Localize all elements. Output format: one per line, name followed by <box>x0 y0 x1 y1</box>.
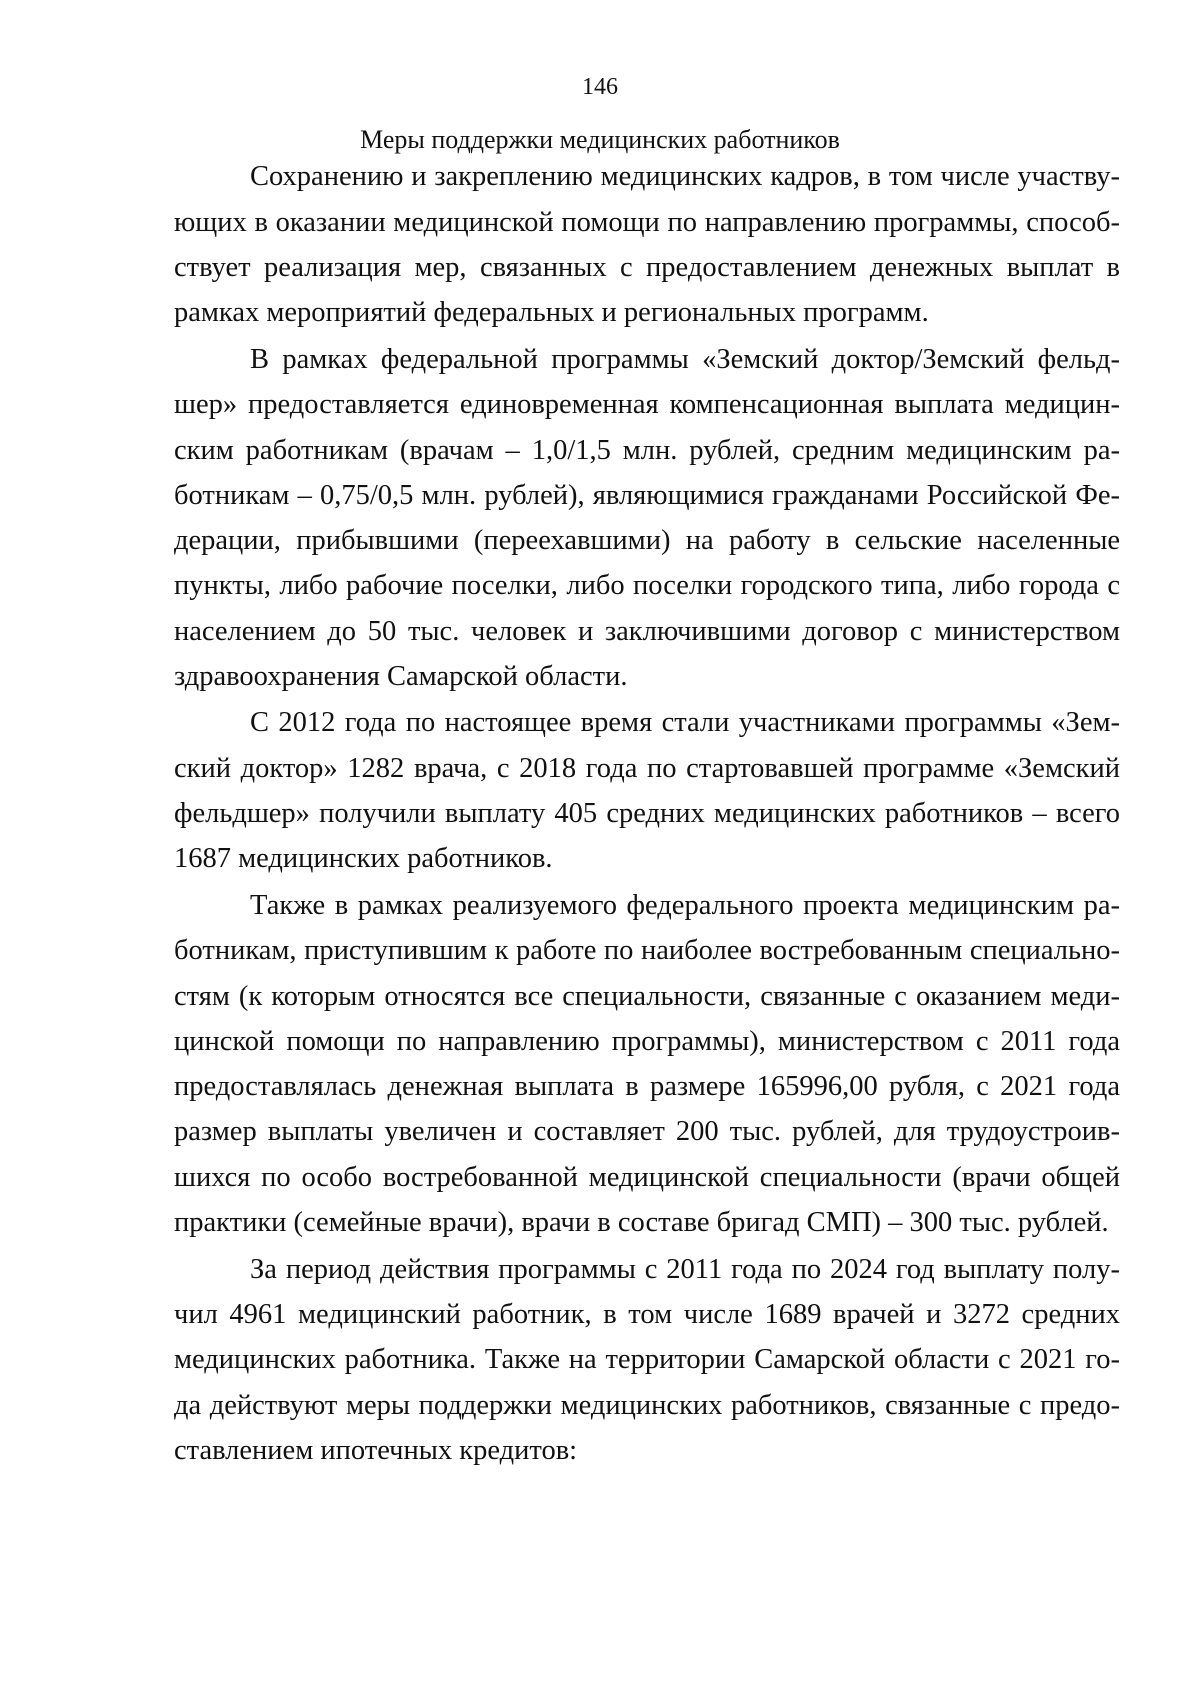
paragraph-line: шер» предоставляется единовременная компенсационная выплата медицин- <box>174 389 1120 420</box>
paragraph-line: ский доктор» 1282 врача, с 2018 года по стартовавшей программе «Земский <box>174 753 1120 784</box>
paragraph-line: За период действия программы с 2011 года по 2024 год выплату полу- <box>250 1254 1120 1285</box>
paragraph-line: да действуют меры поддержки медицинских работников, связанные с предо- <box>174 1390 1120 1421</box>
paragraph-line: практики (семейные врачи), врачи в составе бригад СМП) – 300 тыс. рублей. <box>174 1207 1109 1238</box>
paragraph-line: Сохранению и закреплению медицинских кадров, в том числе участву- <box>250 161 1120 192</box>
paragraph-line: В рамках федеральной программы «Земский доктор/Земский фельд- <box>250 344 1120 375</box>
paragraph-line: ботникам, приступившим к работе по наиболее востребованным специально- <box>174 935 1120 966</box>
paragraph-line: стям (к которым относятся все специальности, связанные с оказанием меди- <box>174 981 1120 1012</box>
paragraph-line: рамках мероприятий федеральных и региональных программ. <box>174 297 929 328</box>
paragraph-line: Также в рамках реализуемого федерального проекта медицинским ра- <box>250 890 1120 921</box>
paragraph-line: ботникам – 0,75/0,5 млн. рублей), являющимися гражданами Российской Фе- <box>174 480 1120 511</box>
paragraph-line: размер выплаты увеличен и составляет 200 тыс. рублей, для трудоустроив- <box>174 1116 1120 1147</box>
page-number: 146 <box>582 74 618 100</box>
paragraph-line: предоставлялась денежная выплата в размере 165996,00 рубля, с 2021 года <box>174 1071 1120 1102</box>
paragraph-line: чил 4961 медицинский работник, в том числе 1689 врачей и 3272 средних <box>174 1299 1120 1330</box>
paragraph-line: С 2012 года по настоящее время стали участниками программы «Зем- <box>250 707 1120 738</box>
paragraph-line: ставлением ипотечных кредитов: <box>174 1435 578 1466</box>
paragraph-line: дерации, прибывшими (переехавшими) на работу в сельские населенные <box>174 525 1120 556</box>
paragraph-line: 1687 медицинских работников. <box>174 843 553 874</box>
paragraph-line: фельдшер» получили выплату 405 средних медицинских работников – всего <box>174 798 1120 829</box>
paragraph-line: ским работникам (врачам – 1,0/1,5 млн. рублей, средним медицинским ра- <box>174 435 1120 466</box>
paragraph-line: пункты, либо рабочие поселки, либо поселки городского типа, либо города с <box>174 570 1120 601</box>
paragraph-line: шихся по особо востребованной медицинской специальности (врачи общей <box>174 1162 1120 1193</box>
paragraph-line: населением до 50 тыс. человек и заключившими договор с министерством <box>174 616 1120 647</box>
section-heading: Меры поддержки медицинских работников <box>360 125 840 154</box>
paragraph-line: медицинских работника. Также на территории Самарской области с 2021 го- <box>174 1344 1120 1375</box>
paragraph-line: цинской помощи по направлению программы), министерством с 2011 года <box>174 1026 1120 1057</box>
paragraph-line: ствует реализация мер, связанных с предоставлением денежных выплат в <box>174 252 1120 283</box>
paragraph-line: здравоохранения Самарской области. <box>174 661 628 692</box>
paragraph-line: ющих в оказании медицинской помощи по направлению программы, способ- <box>174 207 1120 238</box>
